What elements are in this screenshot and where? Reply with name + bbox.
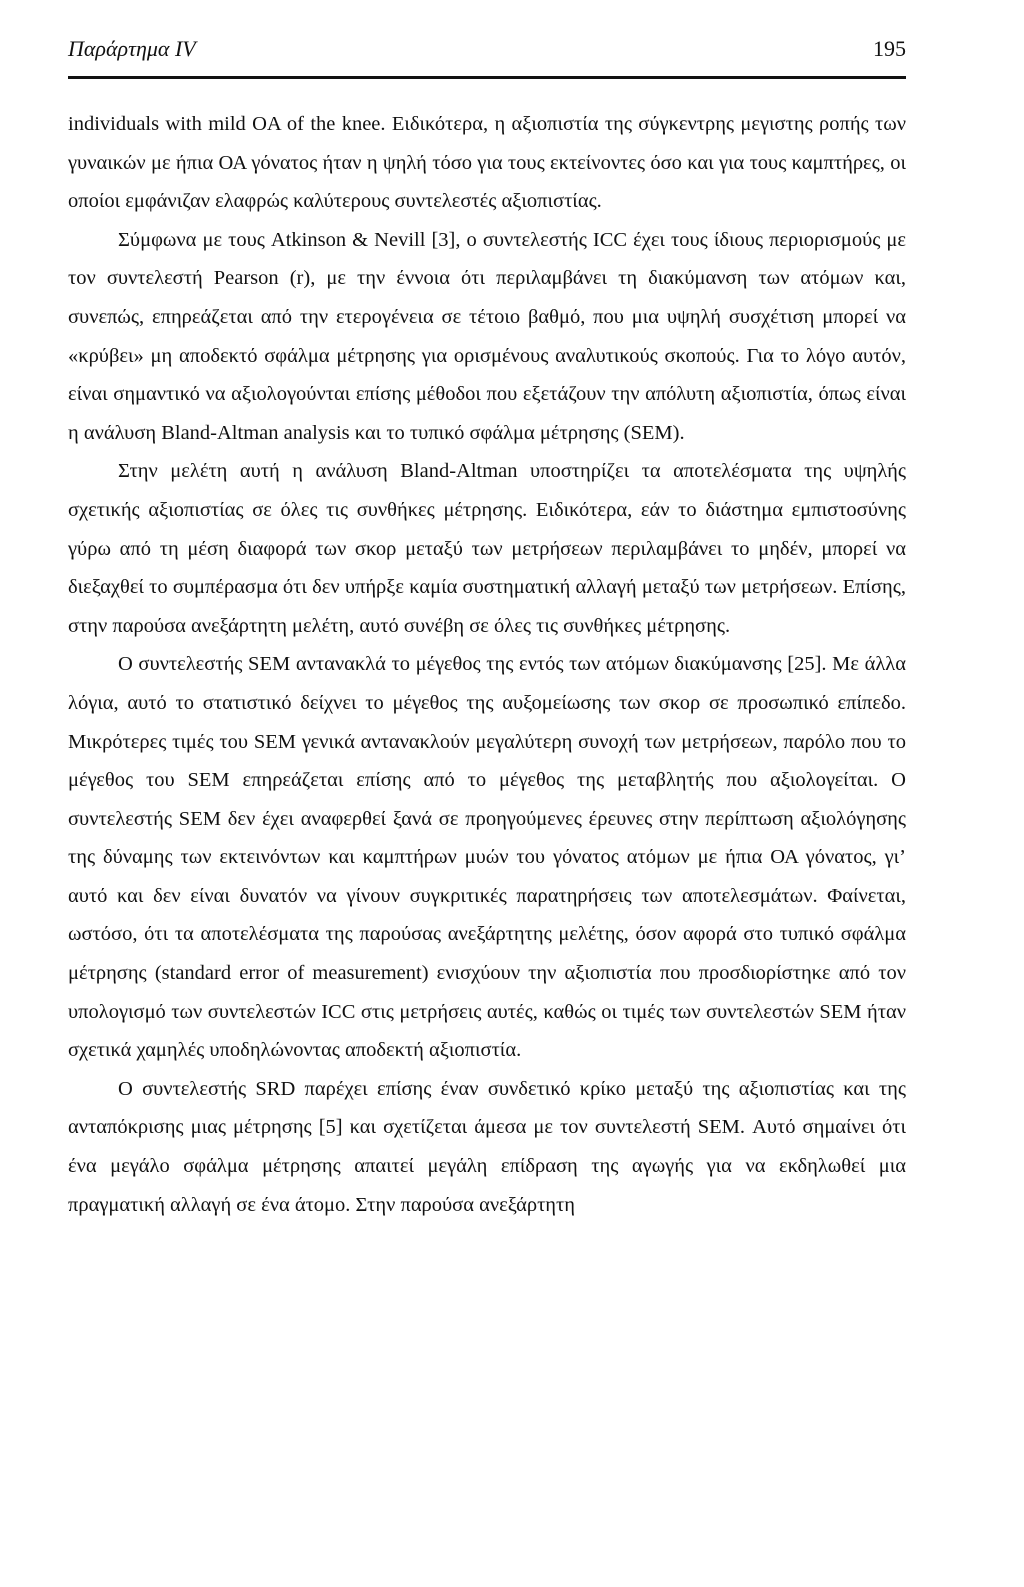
page-header [68, 36, 906, 66]
paragraph-3: Στην μελέτη αυτή η ανάλυση Bland-Altman υποστηρίζει τα αποτελέσματα της υψηλής σχετικής αξιοπιστίας σε όλες τις συνθήκες μέτρησης. Ειδικότερα, εάν το διάστημα εμπιστοσύνης γύρω από τη μέση διαφορά των σκορ μεταξύ των μετρήσεων περιλαμβάνει το μηδέν, μπορεί να διεξαχθεί το συμπέρασμα ότι δεν υπήρξε καμία συστηματική αλλαγή μεταξύ των μετρήσεων. Επίσης, στην παρούσα ανεξάρτητη μελέτη, αυτό συνέβη σε όλες τις συνθήκες μέτρησης. [68, 460, 906, 637]
running-title: Παράρτημα IV [68, 36, 196, 61]
page-number: 195 [873, 36, 906, 61]
paragraph-2: Σύμφωνα με τους Atkinson & Nevill [3], ο συντελεστής ICC έχει τους ίδιους περιορισμούς με τον συντελεστή Pearson (r), με την έννοια ότι περιλαμβάνει τη διακύμανση των ατόμων και, συνεπώς, επηρεάζεται από την ετερογένεια σε τέτοιο βαθμό, που μια υψηλή συσχέτιση μπορεί να «κρύβει» μη αποδεκτό σφάλμα μέτρησης για ορισμένους αναλυτικούς σκοπούς. Για το λόγο αυτόν, είναι σημαντικό να αξιολογούνται επίσης μέθοδοι που εξετάζουν την απόλυτη αξιοπιστία, όπως είναι η ανάλυση Bland-Altman analysis και το τυπικό σφάλμα μέτρησης (SEM). [68, 228, 906, 444]
paragraph-4: Ο συντελεστής SEM αντανακλά το μέγεθος της εντός των ατόμων διακύμανσης [25]. Με άλλα λόγια, αυτό το στατιστικό δείχνει το μέγεθος της αυξομείωσης των σκορ σε προσωπικό επίπεδο. Μικρότερες τιμές του SEM γενικά αντανακλούν μεγαλύτερη συνοχή των μετρήσεων, παρόλο που το μέγεθος του SEM επηρεάζεται επίσης από το μέγεθος της μεταβλητής που αξιολογείται. Ο συντελεστής SEM δεν έχει αναφερθεί ξανά σε προηγούμενες έρευνες στην περίπτωση αξιολόγησης της δύναμης των εκτεινόντων και καμπτήρων μυών του γόνατος ατόμων με ήπια ΟΑ γόνατος, γι’ αυτό και δεν είναι δυνατόν να γίνουν συγκριτικές παρατηρήσεις των αποτελεσμάτων. Φαίνεται, ωστόσο, ότι τα αποτελέσματα της παρούσας ανεξάρτητης μελέτης, όσον αφορά στο τυπικό σφάλμα μέτρησης (standard error of measurement) ενισχύουν την αξιοπιστία που προσδιορίστηκε από τον υπολογισμό των συντελεστών ICC στις μετρήσεις αυτές, καθώς οι τιμές των συντελεστών SEM ήταν σχετικά χαμηλές υποδηλώνοντας αποδεκτή αξιοπιστία. [68, 653, 906, 1062]
body-text [68, 105, 906, 1224]
paragraph-5: Ο συντελεστής SRD παρέχει επίσης έναν συνδετικό κρίκο μεταξύ της αξιοπιστίας και της ανταπόκρισης μιας μέτρησης [5] και σχετίζεται άμεσα με τον συντελεστή SEM. Αυτό σημαίνει ότι ένα μεγάλο σφάλμα μέτρησης απαιτεί μεγάλη επίδραση της αγωγής για να εκδηλωθεί μια πραγματική αλλαγή σε ένα άτομο. Στην παρούσα ανεξάρτητη [68, 1077, 906, 1216]
paragraph-1: individuals with mild OA of the knee. Ειδικότερα, η αξιοπιστία της σύγκεντρης μεγιστης ροπής των γυναικών με ήπια ΟΑ γόνατος ήταν η ψηλή τόσο για τους εκτείνοντες όσο και για τους καμπτήρες, οι οποίοι εμφάνιζαν ελαφρώς καλύτερους συντελεστές αξιοπιστίας. [68, 113, 906, 213]
header-rule [68, 76, 906, 79]
